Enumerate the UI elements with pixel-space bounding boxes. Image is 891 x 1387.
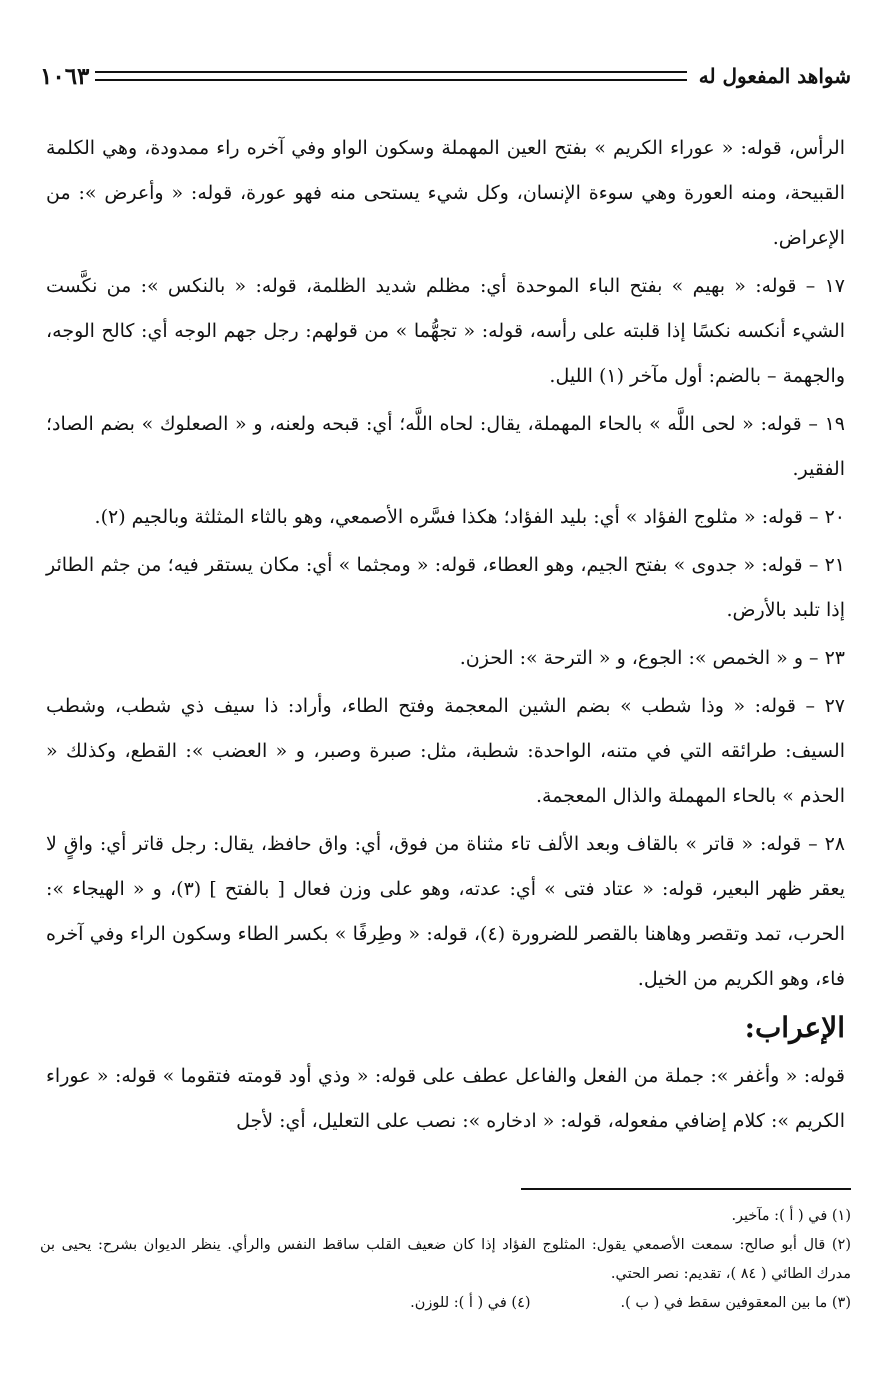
paragraph: ٢٣ – و « الخمص »: الجوع، و « الترحة »: الحزن. [459, 647, 845, 669]
chapter-title: شواهد المفعول له [698, 64, 851, 88]
paragraph: ١٧ – قوله: « بهيم » بفتح الباء الموحدة أي: مظلم شديد الظلمة، قوله: « بالنكس »: من نكَّست الشيء أنكسه نكسًا إذا قلبته على رأسه، قوله: « تجهُّما » من قولهم: رجل جهم الوجه أي: كالح الوجه، والجهمة – بالضم: أول مآخر (١) الليل. [46, 275, 845, 387]
footnote: (٣) ما بين المعقوفين سقط في ( ب ). [620, 1295, 851, 1311]
paragraph: ١٩ – قوله: « لحى اللَّه » بالحاء المهملة، يقال: لحاه اللَّه؛ أي: قبحه ولعنه، و « الصعلوك » بضم الصاد؛ الفقير. [46, 413, 845, 480]
paragraph: ٢٠ – قوله: « مثلوج الفؤاد » أي: بليد الفؤاد؛ هكذا فسَّره الأصمعي، وهو بالثاء المثلثة وبالجيم (٢). [94, 506, 845, 528]
footnote-divider [521, 1188, 851, 1190]
footnote: (٢) قال أبو صالح: سمعت الأصمعي يقول: المثلوج الفؤاد إذا كان ضعيف القلب ساقط النفس والرأي. ينظر الديوان بشرح: يحيى بن مدرك الطائي ( ٨٤ )، تقديم: نصر الحتي. [40, 1237, 851, 1282]
footnotes [40, 1188, 851, 1318]
footnote: (٤) في ( أ ): للوزن. [410, 1295, 531, 1311]
header-double-rule [95, 71, 686, 81]
page-number: ١٠٦٣ [40, 62, 90, 90]
main-text [46, 126, 845, 1144]
footnote: (١) في ( أ ): مآخير. [731, 1208, 851, 1224]
paragraph: الرأس، قوله: « عوراء الكريم » بفتح العين المهملة وسكون الواو وفي آخره راء ممدودة، وهي الكلمة القبيحة، ومنه العورة وهي سوءة الإنسان، وكل شيء يستحى منه فهو عورة، قوله: « وأعرض »: من الإعراض. [46, 137, 845, 249]
footnote-row [40, 1289, 851, 1318]
paragraph: ٢٧ – قوله: « وذا شطب » بضم الشين المعجمة وفتح الطاء، وأراد: ذا سيف ذي شطب، وشطب السيف: طرائقه التي في متنه، الواحدة: شطبة، مثل: صبرة وصبر، و « العضب »: القطع، وكذلك « الحذم » بالحاء المهملة والذال المعجمة. [46, 695, 845, 807]
running-header [40, 56, 851, 96]
paragraph: ٢٨ – قوله: « قاتر » بالقاف وبعد الألف تاء مثناة من فوق، أي: واق حافظ، يقال: رجل قاتر أي: واقٍ لا يعقر ظهر البعير، قوله: « عتاد فتى » أي: عدته، وهو على وزن فعال [ بالفتح ] (٣)، و « الهيجاء »: الحرب، تمد وتقصر وهاهنا بالقصر للضرورة (٤)، قوله: « وطِرفًا » بكسر الطاء وسكون الراء وفي آخره فاء، وهو الكريم من الخيل. [46, 833, 846, 990]
irab-paragraph: قوله: « وأغفر »: جملة من الفعل والفاعل عطف على قوله: « وذي أود قومته فتقوما » قوله: « عوراء الكريم »: كلام إضافي مفعوله، قوله: « ادخاره »: نصب على التعليل، أي: لأجل [46, 1065, 845, 1132]
section-heading: الإعراب: [744, 1011, 845, 1044]
paragraph: ٢١ – قوله: « جدوى » بفتح الجيم، وهو العطاء، قوله: « ومجثما » أي: مكان يستقر فيه؛ من جثم الطائر إذا تلبد بالأرض. [46, 554, 845, 621]
